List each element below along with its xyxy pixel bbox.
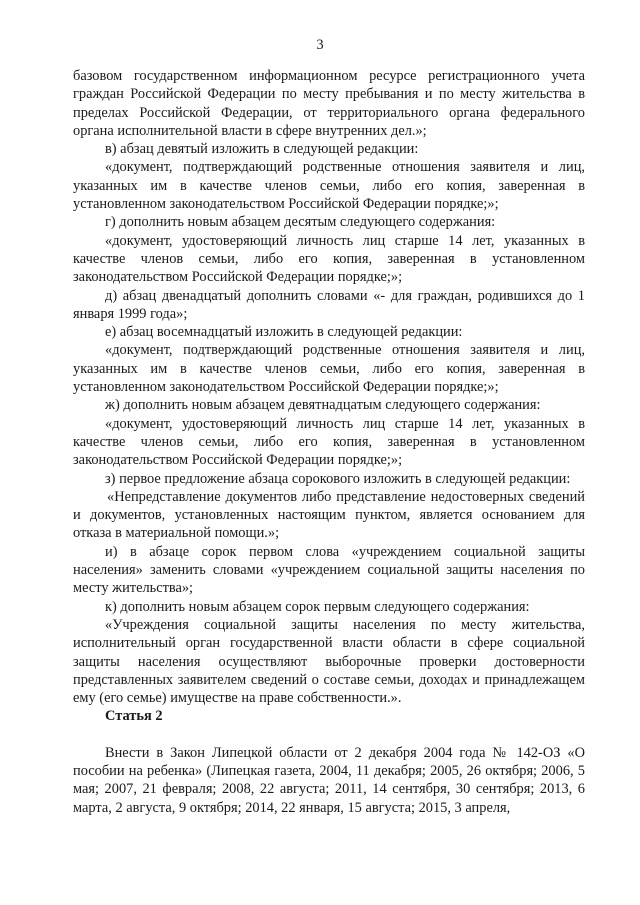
article-2-heading: Статья 2 — [105, 708, 163, 725]
document-body — [73, 67, 585, 817]
article-gap — [73, 726, 585, 744]
amendment-item-v: в) абзац девятый изложить в следующей редакции: — [105, 141, 419, 158]
amendment-item-zh: ж) дополнить новым абзацем девятнадцатым следующего содержания: — [105, 397, 541, 414]
amendment-item-g: г) дополнить новым абзацем десятым следующего содержания: — [105, 214, 496, 231]
paragraph-continuation: базовом государственном информационном ресурсе регистрационного учета граждан Российской Федерации по месту пребывания и по месту жительства в пределах Российской Федерации, от территориального органа федерального органа исполнительной власти в сфере внутренних дел.»; — [73, 68, 585, 139]
amendment-quote-v: «документ, подтверждающий родственные отношения заявителя и лиц, указанных им в качестве членов семьи, либо его копия, заверенная в установленном законодательством Российской Федерации порядке;»; — [73, 159, 585, 213]
amendment-item-k: к) дополнить новым абзацем сорок первым следующего содержания: — [105, 598, 530, 615]
amendment-quote-g: «документ, удостоверяющий личность лиц старше 14 лет, указанных в качестве членов семьи, либо его копия, заверенная в установленном законодательством Российской Федерации порядке;»; — [73, 232, 585, 286]
amendment-quote-zh: «документ, удостоверяющий личность лиц старше 14 лет, указанных в качестве членов семьи, либо его копия, заверенная в установленном законодательством Российской Федерации порядке;»; — [73, 415, 585, 469]
article-2-text: Внести в Закон Липецкой области от 2 декабря 2004 года № 142-ОЗ «О пособии на ребенка» (Липецкая газета, 2004, 11 декабря; 2005, 26 октября; 2006, 5 мая; 2007, 21 февраля; 2008, 22 августа; 2011, 14 сентября, 30 сентября; 2013, 6 марта, 2 августа, 9 октября; 2014, 22 января, 15 августа; 2015, 3 апреля, — [73, 744, 585, 816]
amendment-quote-k: «Учреждения социальной защиты населения по месту жительства, исполнительный орган государственной власти области в сфере социальной защиты населения осуществляют выборочные проверки достоверности представленных заявителем сведений о составе семьи, доходах и принадлежащем ему (его семье) имуществе на праве собственности.». — [73, 616, 585, 707]
amendment-item-i: и) в абзаце сорок первом слова «учреждением социальной защиты населения» заменить словами «учреждением социальной защиты населения по месту жительства»; — [73, 543, 585, 597]
amendment-item-z: з) первое предложение абзаца сорокового изложить в следующей редакции: — [105, 470, 571, 487]
page-number: 3 — [316, 37, 324, 53]
amendment-item-d: д) абзац двенадцатый дополнить словами «- для граждан, родившихся до 1 января 1999 года»; — [73, 287, 585, 322]
amendment-quote-e: «документ, подтверждающий родственные отношения заявителя и лиц, указанных им в качестве членов семьи, либо его копия, заверенная в установленном законодательством Российской Федерации порядке;»; — [73, 342, 585, 396]
amendment-quote-z: «Непредставление документов либо представление недостоверных сведений и документов, установленных настоящим пунктом, является основанием для отказа в материальной помощи.»; — [73, 488, 585, 542]
amendment-item-e: е) абзац восемнадцатый изложить в следующей редакции: — [105, 324, 463, 341]
